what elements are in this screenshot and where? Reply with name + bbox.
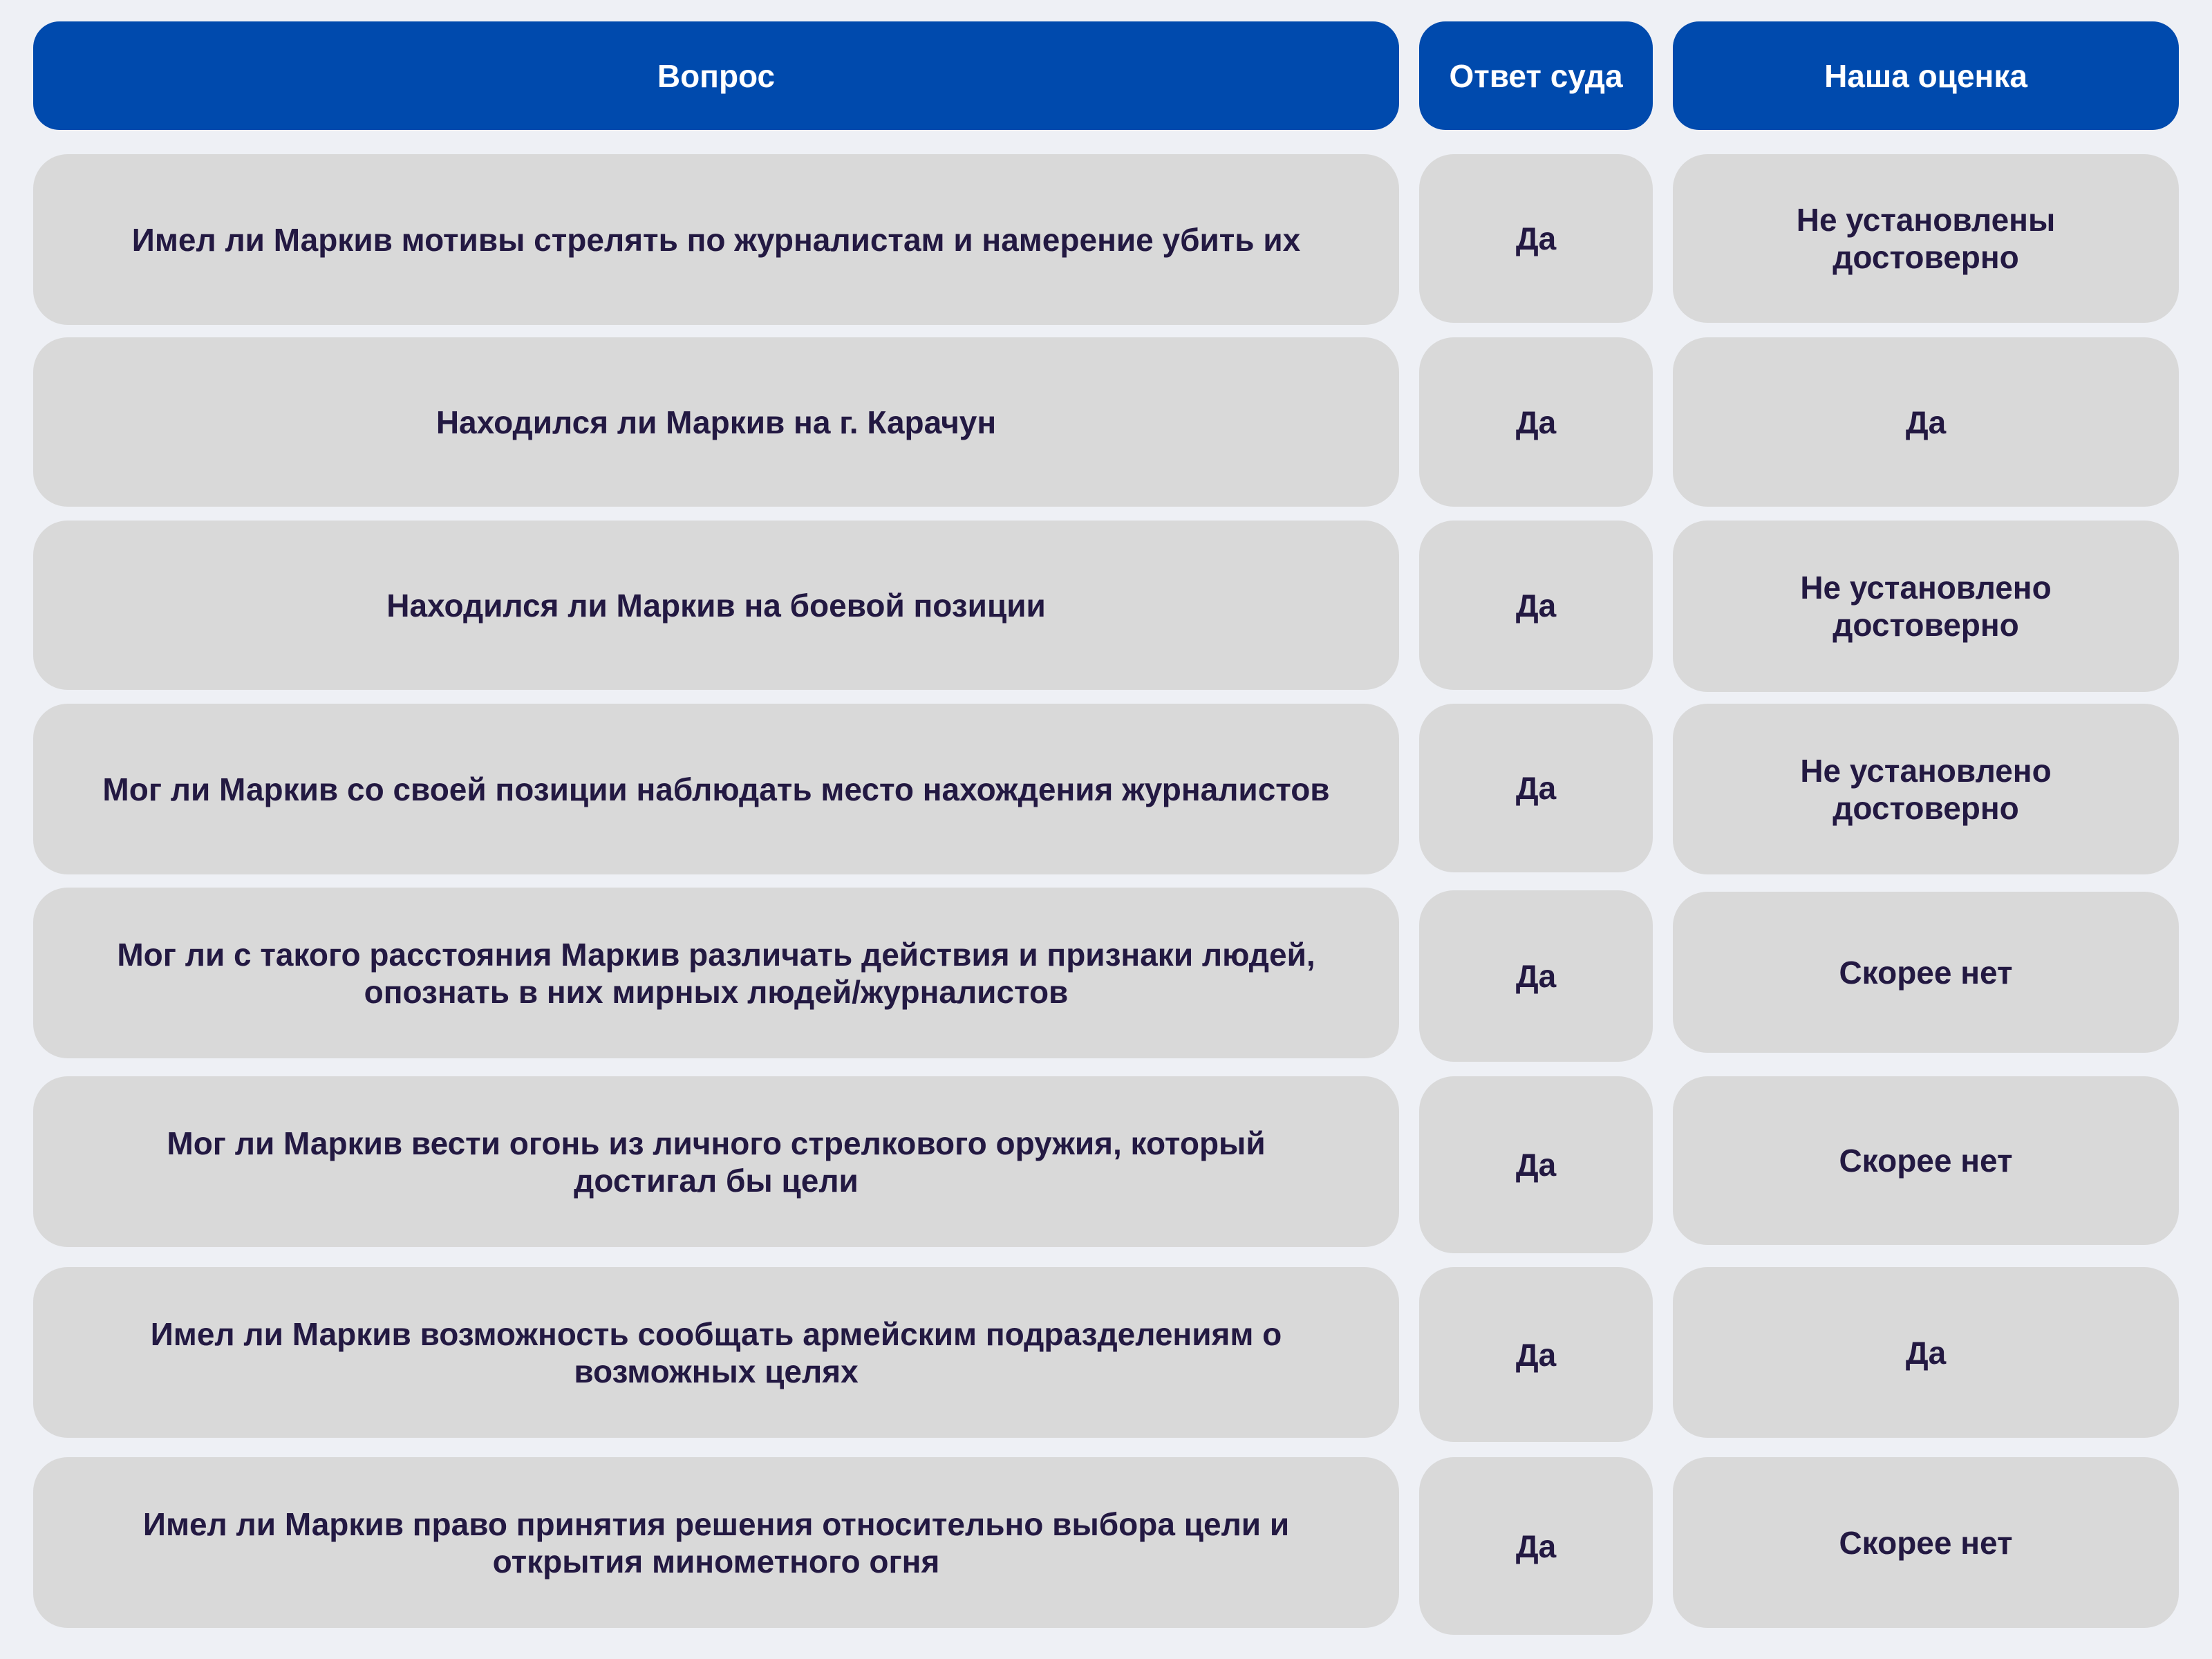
header-court-answer-label: Ответ суда bbox=[1449, 57, 1623, 94]
court-answer-cell bbox=[1419, 154, 1653, 323]
court-answer-text: Да bbox=[1515, 1147, 1557, 1183]
question-cell bbox=[33, 1267, 1399, 1438]
assessment-cell bbox=[1673, 892, 2179, 1053]
assessment-cell bbox=[1673, 1076, 2179, 1245]
court-answer-text: Да bbox=[1515, 221, 1557, 256]
court-answer-text: Да bbox=[1515, 770, 1557, 806]
question-text: Мог ли с такого расстояния Маркив различать действия и признаки людей, опознать в них мирных людей/журналистов bbox=[117, 936, 1315, 1010]
assessment-text: Скорее нет bbox=[1839, 1143, 2013, 1179]
court-answer-cell bbox=[1419, 1457, 1653, 1635]
assessment-text: Да bbox=[1905, 1334, 1947, 1371]
question-cell bbox=[33, 1457, 1399, 1628]
question-text: Находился ли Маркив на г. Карачун bbox=[435, 404, 997, 440]
question-text: Имел ли Маркив возможность сообщать армейским подразделениям о возможных целях bbox=[150, 1315, 1282, 1389]
question-text: Мог ли Маркив со своей позиции наблюдать место нахождения журналистов bbox=[102, 771, 1330, 807]
court-answer-cell bbox=[1419, 704, 1653, 872]
question-text: Находился ли Маркив на боевой позиции bbox=[386, 587, 1046, 624]
question-cell bbox=[33, 521, 1399, 690]
assessment-cell bbox=[1673, 337, 2179, 507]
header-court-answer bbox=[1419, 21, 1653, 130]
question-cell bbox=[33, 337, 1399, 507]
court-answer-text: Да bbox=[1515, 404, 1557, 440]
assessment-text: Не установлено достоверно bbox=[1800, 752, 2052, 826]
court-answer-cell bbox=[1419, 1076, 1653, 1253]
assessment-cell bbox=[1673, 521, 2179, 692]
assessment-text: Не установлены достоверно bbox=[1796, 202, 2056, 275]
question-cell bbox=[33, 704, 1399, 874]
header-our-assessment-label: Наша оценка bbox=[1824, 57, 2027, 94]
court-answer-text: Да bbox=[1515, 958, 1557, 994]
court-answer-cell bbox=[1419, 337, 1653, 507]
court-answer-cell bbox=[1419, 1267, 1653, 1442]
question-cell bbox=[33, 888, 1399, 1058]
question-text: Имел ли Маркив право принятия решения относительно выбора цели и открытия минометного огня bbox=[142, 1506, 1290, 1580]
question-cell bbox=[33, 1076, 1399, 1247]
question-text: Мог ли Маркив вести огонь из личного стрелкового оружия, который достигал бы цели bbox=[167, 1125, 1266, 1199]
court-answer-cell bbox=[1419, 890, 1653, 1062]
assessment-cell bbox=[1673, 1267, 2179, 1438]
assessment-text: Скорее нет bbox=[1839, 954, 2013, 991]
assessment-cell bbox=[1673, 704, 2179, 874]
assessment-text: Да bbox=[1905, 404, 1947, 440]
header-question bbox=[33, 21, 1399, 130]
assessment-text: Не установлено достоверно bbox=[1800, 570, 2052, 643]
header-question-label: Вопрос bbox=[657, 57, 776, 94]
court-answer-text: Да bbox=[1515, 1528, 1557, 1564]
header-our-assessment bbox=[1673, 21, 2179, 130]
court-answer-text: Да bbox=[1515, 1336, 1557, 1373]
assessment-cell bbox=[1673, 1457, 2179, 1628]
assessment-cell bbox=[1673, 154, 2179, 323]
court-answer-cell bbox=[1419, 521, 1653, 690]
question-cell bbox=[33, 154, 1399, 325]
question-text: Имел ли Маркив мотивы стрелять по журналистам и намерение убить их bbox=[131, 221, 1301, 258]
court-answer-text: Да bbox=[1515, 587, 1557, 624]
assessment-text: Скорее нет bbox=[1839, 1524, 2013, 1561]
